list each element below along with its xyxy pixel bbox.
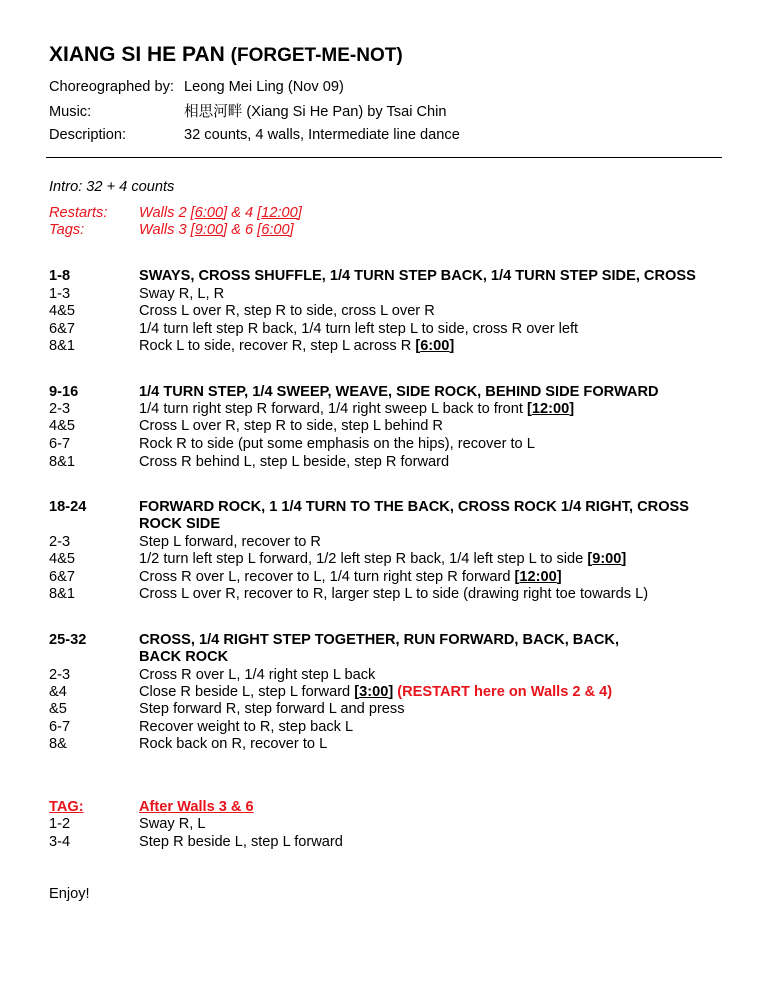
restart-note: (RESTART here on Walls 2 & 4) [393, 684, 613, 700]
section-count: 18-24 [49, 499, 87, 515]
step-row [0, 568, 768, 586]
step-count: 8& [49, 736, 67, 752]
section-title: 1/4 TURN STEP, 1/4 SWEEP, WEAVE, SIDE ROCK, BEHIND SIDE FORWARD [139, 384, 659, 400]
step-desc: Recover weight to R, step back L [139, 719, 354, 735]
step-desc: Cross L over R, step R to side, step L behind R [139, 418, 443, 434]
section-heading [0, 383, 768, 401]
restarts-wall-1: 6:00 [194, 205, 224, 221]
step-count: &5 [49, 701, 67, 717]
step-row [0, 285, 768, 303]
restarts-value: Walls 2 [6:00] & 4 [12:00] [139, 205, 302, 221]
restarts-label: Restarts: [49, 205, 108, 221]
tags-label: Tags: [49, 222, 85, 238]
meta-value: 32 counts, 4 walls, Intermediate line dance [184, 127, 460, 143]
wall-marker: [6:00] [415, 338, 455, 354]
step-desc: Sway R, L [139, 816, 206, 832]
meta-value: 相思河畔 (Xiang Si He Pan) by Tsai Chin [184, 104, 447, 120]
tags-value: Walls 3 [9:00] & 6 [6:00] [139, 222, 294, 238]
step-row [0, 417, 768, 435]
title-main: XIANG SI HE PAN [49, 43, 225, 66]
section-title: FORWARD ROCK, 1 1/4 TURN TO THE BACK, CROSS ROCK 1/4 RIGHT, CROSS [139, 499, 690, 515]
step-row [0, 320, 768, 338]
meta-row-music [0, 103, 768, 121]
wall-marker: [12:00] [527, 401, 575, 417]
step-row [0, 453, 768, 471]
title-sub: (FORGET-ME-NOT) [230, 45, 403, 66]
step-count: 8&1 [49, 338, 75, 354]
intro-text: Intro: 32 + 4 counts [49, 179, 175, 195]
step-desc: Rock back on R, recover to L [139, 736, 328, 752]
wall-marker: [9:00] [587, 551, 627, 567]
step-count: 6-7 [49, 719, 71, 735]
section-count: 9-16 [49, 384, 79, 400]
step-count: 8&1 [49, 454, 75, 470]
step-row [0, 435, 768, 453]
tag-heading [0, 798, 768, 816]
step-count: &4 [49, 684, 67, 700]
step-desc: Cross L over R, recover to R, larger step L to side (drawing right toe towards L) [139, 586, 649, 602]
step-desc: Step R beside L, step L forward [139, 834, 343, 850]
step-row [0, 337, 768, 355]
step-desc: Cross R over L, 1/4 right step L back [139, 667, 376, 683]
step-count: 6&7 [49, 569, 75, 585]
section-title: CROSS, 1/4 RIGHT STEP TOGETHER, RUN FORWARD, BACK, BACK, [139, 632, 620, 648]
meta-row-description [0, 126, 768, 144]
tag-title: After Walls 3 & 6 [139, 799, 254, 815]
tags-wall-2: 6:00 [261, 222, 290, 238]
step-row [0, 302, 768, 320]
section-heading-cont [0, 648, 768, 666]
step-row [0, 683, 768, 701]
step-count: 2-3 [49, 534, 71, 550]
step-desc: Rock L to side, recover R, step L across R [139, 338, 416, 354]
step-count: 4&5 [49, 418, 75, 434]
section-heading-cont [0, 515, 768, 533]
header-divider [46, 157, 722, 158]
section-title: ROCK SIDE [139, 516, 221, 532]
step-row [0, 666, 768, 684]
tag-label: TAG: [49, 799, 84, 815]
section-heading [0, 498, 768, 516]
step-count: 2-3 [49, 401, 71, 417]
step-row [0, 735, 768, 753]
meta-value: Leong Mei Ling (Nov 09) [184, 79, 344, 95]
tags-line [0, 221, 768, 239]
step-desc: Cross R behind L, step L beside, step R forward [139, 454, 450, 470]
step-count: 1-2 [49, 816, 71, 832]
step-desc: 1/2 turn left step L forward, 1/2 left step R back, 1/4 left step L to side [139, 551, 588, 567]
step-desc: Rock R to side (put some emphasis on the hips), recover to L [139, 436, 535, 452]
step-row [0, 400, 768, 418]
section-title: SWAYS, CROSS SHUFFLE, 1/4 TURN STEP BACK, 1/4 TURN STEP SIDE, CROSS [139, 268, 696, 284]
tags-wall-1: 9:00 [194, 222, 224, 238]
step-count: 1-3 [49, 286, 71, 302]
section-count: 25-32 [49, 632, 87, 648]
step-desc: Cross L over R, step R to side, cross L over R [139, 303, 435, 319]
meta-row-choreographer [0, 78, 768, 96]
step-row [0, 718, 768, 736]
step-row [0, 815, 768, 833]
step-row [0, 585, 768, 603]
step-desc: Step forward R, step forward L and press [139, 701, 405, 717]
restarts-wall-2: 12:00 [261, 205, 298, 221]
step-desc: Close R beside L, step L forward [139, 684, 355, 700]
restarts-line [0, 204, 768, 222]
intro-line [0, 178, 768, 196]
step-row [0, 550, 768, 568]
step-row [0, 700, 768, 718]
step-row [0, 833, 768, 851]
outro-line [0, 885, 768, 903]
wall-marker: [3:00] [354, 684, 394, 700]
wall-marker: [12:00] [514, 569, 562, 585]
page-title [49, 42, 403, 69]
step-count: 2-3 [49, 667, 71, 683]
step-desc: 1/4 turn left step R back, 1/4 turn left step L to side, cross R over left [139, 321, 579, 337]
step-desc: Sway R, L, R [139, 286, 225, 302]
section-heading [0, 267, 768, 285]
step-desc: Step L forward, recover to R [139, 534, 321, 550]
step-row [0, 533, 768, 551]
step-count: 6-7 [49, 436, 71, 452]
outro-text: Enjoy! [49, 886, 90, 902]
step-count: 4&5 [49, 303, 75, 319]
meta-label: Music: [49, 104, 92, 120]
step-count: 6&7 [49, 321, 75, 337]
step-count: 3-4 [49, 834, 71, 850]
meta-label: Description: [49, 127, 127, 143]
section-title: BACK ROCK [139, 649, 229, 665]
step-count: 4&5 [49, 551, 75, 567]
step-count: 8&1 [49, 586, 75, 602]
step-desc: 1/4 turn right step R forward, 1/4 right sweep L back to front [139, 401, 528, 417]
section-count: 1-8 [49, 268, 71, 284]
meta-label: Choreographed by: [49, 79, 174, 95]
section-heading [0, 631, 768, 649]
step-desc: Cross R over L, recover to L, 1/4 turn right step R forward [139, 569, 515, 585]
